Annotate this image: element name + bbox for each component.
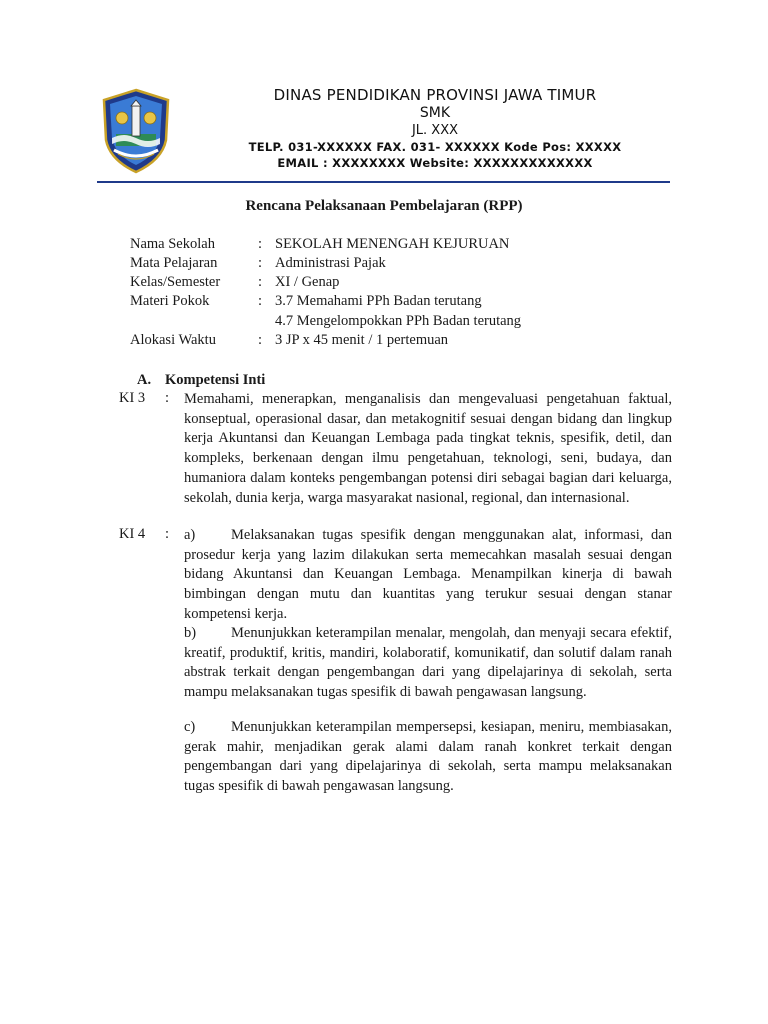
- letterhead-email-website: EMAIL : XXXXXXXX Website: XXXXXXXXXXXXX: [277, 156, 593, 170]
- identity-label: Materi Pokok: [130, 293, 210, 309]
- letterhead-agency: DINAS PENDIDIKAN PROVINSI JAWA TIMUR: [273, 86, 597, 104]
- identity-label: Alokasi Waktu: [130, 332, 216, 348]
- letterhead-phone-fax: TELP. 031-XXXXXX FAX. 031- XXXXXX Kode Pos: XXXXX: [248, 140, 622, 154]
- identity-value: 4.7 Mengelompokkan PPh Badan terutang: [275, 313, 522, 329]
- ki4-item-a: [184, 526, 672, 625]
- identity-colon: :: [258, 293, 263, 309]
- identity-value: SEKOLAH MENENGAH KEJURUAN: [275, 236, 510, 252]
- ki4-item-c-text: Menunjukkan keterampilan mempersepsi, kesiapan, meniru, membiasakan, gerak mahir, menjadikan gerak alami dalam ranah konkret terkait dengan pengembangan dari yang dipelajarinya di sekolah, serta mampu melaksanakan tugas spesifik di bawah pengawasan langsung.: [184, 719, 672, 795]
- identity-value: 3 JP x 45 menit / 1 pertemuan: [275, 332, 449, 348]
- section-title: Kompetensi Inti: [165, 372, 266, 388]
- identity-colon: :: [258, 255, 263, 271]
- letterhead-divider: [97, 181, 670, 183]
- identity-label: Nama Sekolah: [130, 236, 215, 252]
- identity-colon: :: [258, 236, 263, 252]
- section-heading: [137, 372, 265, 389]
- ki3-label: KI 3: [119, 390, 146, 406]
- section-letter: A.: [137, 372, 152, 388]
- ki4-item-a-text: Melaksanakan tugas spesifik dengan menggunakan alat, informasi, dan prosedur kerja yang lazim dilakukan serta memecahkan masalah sesuai dengan bidang Akuntansi dan Keuangan Lembaga. Menampilkan kinerja di bawah bimbingan dengan mutu dan kuantitas yang terukur sesuai dengan stanar kompetensi kerja.: [184, 527, 672, 622]
- ki4-item-a-label: a): [184, 527, 196, 543]
- letterhead-school: SMK: [419, 105, 451, 121]
- document-title: Rencana Pelaksanaan Pembelajaran (RPP): [245, 198, 523, 214]
- identity-colon: :: [258, 332, 263, 348]
- ki4-item-b: [184, 624, 672, 703]
- ki4-label: KI 4: [119, 526, 146, 542]
- identity-label: Kelas/Semester: [130, 274, 221, 290]
- ki3-text: Memahami, menerapkan, menganalisis dan mengevaluasi pengetahuan faktual, konseptual, operasional dasar, dan metakognitif sesuai dengan bidang dan lingkup kerja Akuntansi dan Keuangan Lembaga pada tingkat teknis, spesifik, detil, dan kompleks, berkenaan dengan ilmu pengetahuan, teknologi, seni, budaya, dan humaniora dalam konteks pengembangan potensi diri sebagai bagian dari keluarga, sekolah, dunia kerja, warga masyarakat nasional, regional, dan internasional.: [184, 391, 672, 506]
- ki4-colon: :: [165, 526, 170, 542]
- identity-value: XI / Genap: [275, 274, 340, 290]
- identity-value: Administrasi Pajak: [275, 255, 386, 271]
- identity-colon: :: [258, 274, 263, 290]
- letterhead-address: JL. XXX: [411, 123, 459, 138]
- ki4-item-b-label: b): [184, 625, 197, 641]
- ki4-item-c-label: c): [184, 719, 196, 735]
- ki4-item-b-text: Menunjukkan keterampilan menalar, mengolah, dan menyaji secara efektif, kreatif, produktif, kritis, mandiri, kolaboratif, komunikatif, dan solutif dalam ranah abstrak terkait dengan pengembangan dari yang dipelajarinya di sekolah, serta mampu melaksanakan tugas spesifik di bawah pengawasan langsung.: [184, 625, 672, 701]
- ki4-item-c: [184, 718, 672, 797]
- ki3-colon: :: [165, 390, 170, 406]
- identity-value: 3.7 Memahami PPh Badan terutang: [275, 293, 482, 309]
- identity-label: Mata Pelajaran: [130, 255, 218, 271]
